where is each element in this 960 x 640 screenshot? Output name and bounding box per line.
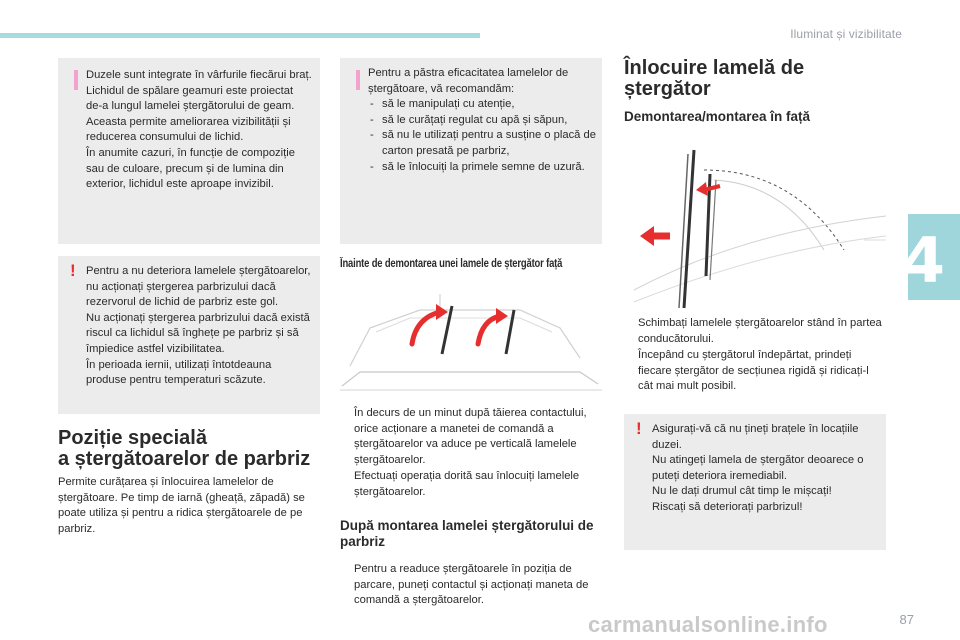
bullet-text: Efectuați operația dorită sau înlocuiți lamelele ștergătoarelor.	[354, 470, 580, 498]
chapter-number: 4	[901, 224, 945, 297]
page-number: 87	[899, 612, 914, 627]
info-intro: Pentru a păstra eficacitatea lamelelor de ștergătoare, vă recomandăm:	[368, 67, 569, 95]
warning-icon: !	[636, 419, 642, 438]
title-line: ștergător	[624, 78, 711, 100]
watermark: carmanualsonline.info	[588, 612, 828, 637]
bullet-item	[624, 348, 886, 395]
car-front-wipers-illustration	[340, 288, 602, 400]
warning-icon: !	[70, 261, 76, 280]
title-line: Înlocuire lamelă de	[624, 57, 805, 79]
warning-text: Pentru a nu deteriora lamelele ștergătoarelor, nu acționați ștergerea parbrizului dacă rezervorul de lichid de parbriz este gol.	[86, 265, 311, 309]
list-item-text: să le înlocuiți la primele semne de uzură.	[382, 160, 585, 173]
warning-text: Riscați să deteriorați parbrizul!	[652, 500, 803, 513]
bullet-text: Schimbați lamelele ștergătoarelor stând în partea conducătorului.	[638, 317, 882, 345]
list-item-text: să le curățați regulat cu apă și săpun,	[382, 113, 568, 126]
list-item	[368, 128, 598, 159]
dash-marker: -	[370, 160, 374, 173]
bullet-text: În decurs de un minut după tăierea contactului, orice acționare a manetei de comandă a ștergătoarelor va aduce pe verticală lamelele ștergătoarelor.	[354, 407, 587, 466]
warning-text: În perioada iernii, utilizați întotdeauna produse pentru temperaturi scăzute.	[86, 358, 272, 387]
bullet-text: Începând cu ștergătorul îndepărtat, prindeți fiecare ștergător de secțiunea rigidă și ridicați-l cât mai mult posibil.	[638, 349, 869, 393]
warning-box-washer	[58, 256, 320, 414]
list-item-text: să le manipulați cu atenție,	[382, 98, 515, 111]
info-text: Lichidul de spălare geamuri este proiectat de-a lungul lamelei ștergătorului de geam. Aceasta permite ameliorarea vizibilității și reducerea consumului de lichid.	[86, 84, 295, 144]
warning-text: Nu acționați ștergerea parbrizului dacă există riscul ca lichidul să înghețe pe parbriz și să împiedice astfel vizibilitatea.	[86, 311, 310, 355]
list-item	[368, 113, 598, 129]
section-title: Iluminat și vizibilitate	[790, 27, 902, 41]
warning-box-wiper-arms	[624, 414, 886, 550]
after-install-title: După montarea lamelei ștergătorului de parbriz	[340, 518, 594, 549]
info-text: Duzele sunt integrate în vârfurile fiecărui braț.	[86, 69, 312, 81]
header-accent-bar	[0, 33, 480, 38]
before-removal-title: Înainte de demontarea unei lamele de ștergător față	[340, 258, 563, 270]
wiper-replacement-illustration	[624, 140, 886, 312]
list-item	[368, 160, 598, 176]
dash-marker: -	[370, 113, 374, 126]
dash-marker: -	[370, 129, 374, 142]
warning-text: Nu le dați drumul cât timp le mișcați!	[652, 485, 832, 498]
info-marker	[356, 70, 360, 90]
list-item	[368, 97, 598, 113]
special-position-title	[58, 428, 320, 470]
title-line: a ștergătoarelor de parbriz	[58, 448, 311, 470]
special-position-text: Permite curățarea și înlocuirea lamelelor de ștergătoare. Pe timp de iarnă (gheață, zăpadă) se poate utiliza și pentru a ridica ștergătoarele de pe parbriz.	[58, 476, 305, 535]
title-line: Poziție specială	[58, 427, 207, 449]
bullet-item	[340, 562, 602, 609]
info-marker	[74, 70, 78, 90]
info-box-nozzles	[58, 58, 320, 244]
warning-text: Asigurați-vă că nu țineți brațele în locațiile duzei.	[652, 423, 859, 451]
front-removal-subtitle: Demontarea/montarea în față	[624, 109, 811, 124]
info-box-recommendations	[340, 58, 602, 244]
bullet-item	[624, 316, 886, 347]
bullet-item	[340, 469, 602, 500]
dash-marker: -	[370, 98, 374, 111]
replacement-title	[624, 58, 884, 100]
list-item-text: să nu le utilizați pentru a susține o placă de carton presată pe parbriz,	[382, 129, 596, 157]
bullet-item	[340, 406, 602, 468]
bullet-text: Pentru a readuce ștergătoarele în poziția de parcare, puneți contactul și acționați maneta de comandă a ștergătoarelor.	[354, 563, 589, 607]
warning-text: Nu atingeți lamela de ștergător deoarece o puteți deteriora iremediabil.	[652, 454, 864, 482]
info-text: În anumite cazuri, în funcție de compoziție sau de culoare, precum și de lumina din exterior, lichidul este aproape invizibil.	[86, 146, 295, 191]
